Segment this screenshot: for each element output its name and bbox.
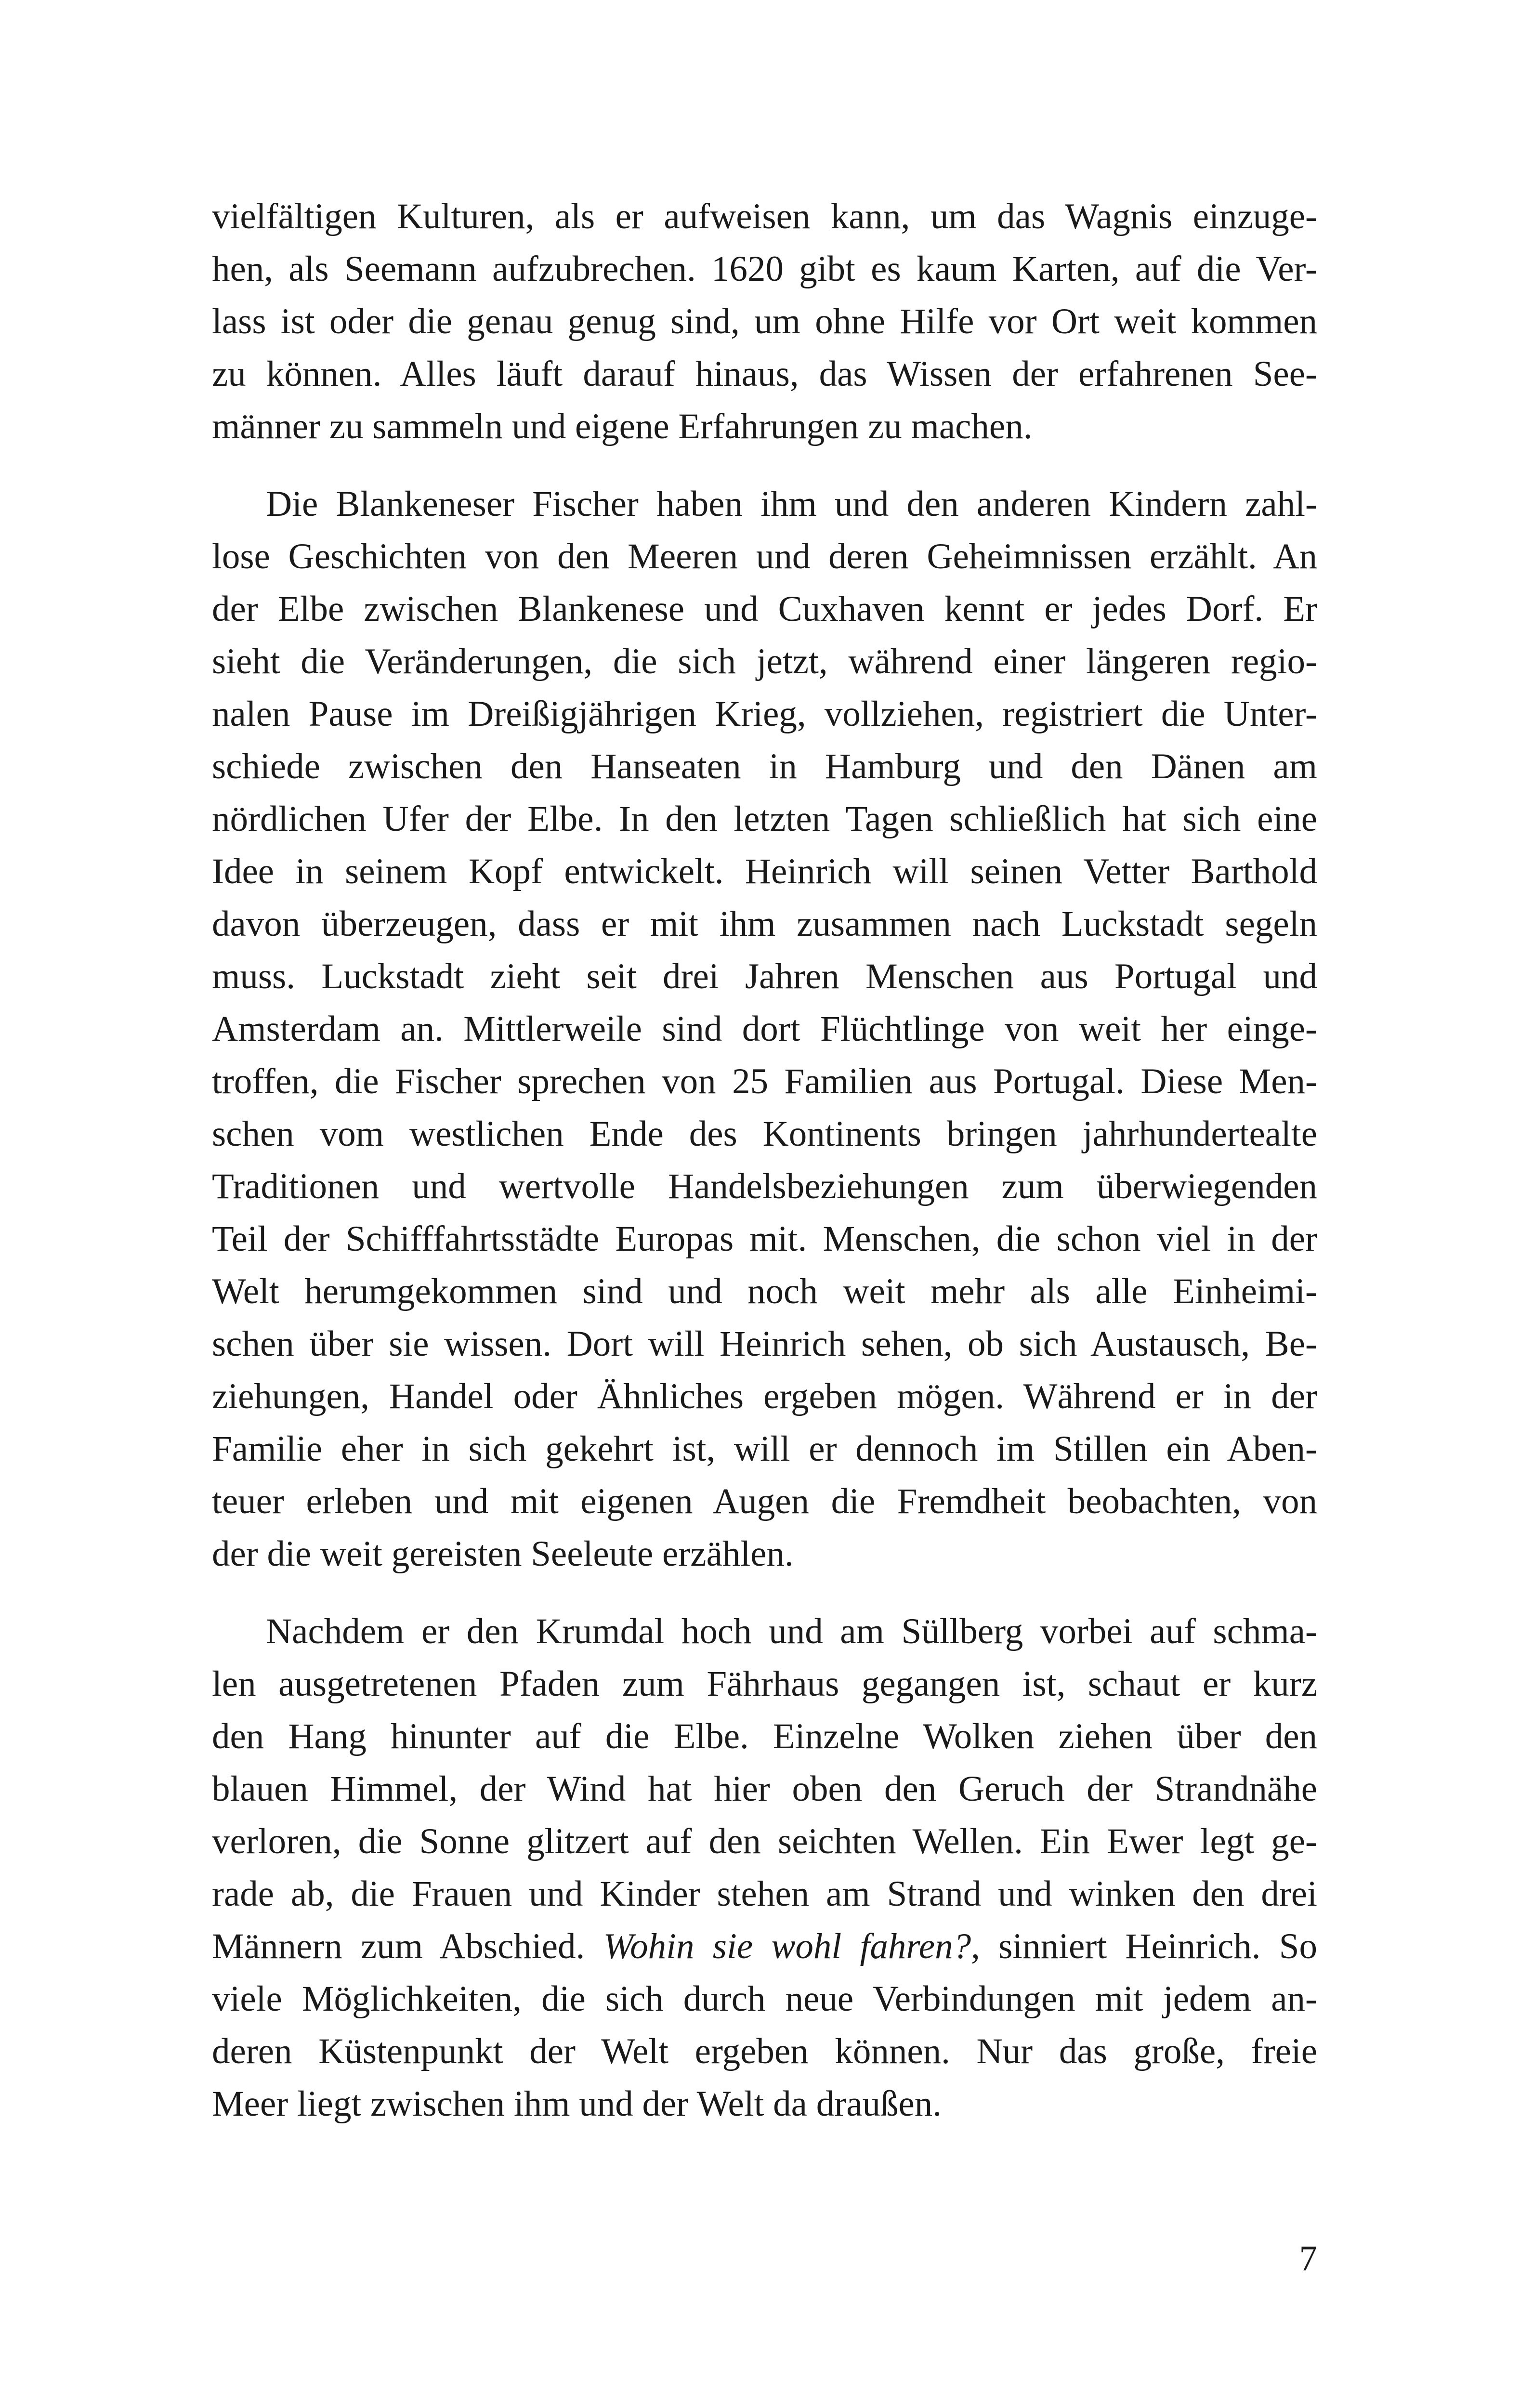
text-line: deren Küstenpunkt der Welt ergeben können. Nur das große, freie [212, 2031, 1317, 2071]
text-line: viele Möglichkeiten, die sich durch neue Verbindungen mit jedem an- [212, 1979, 1317, 2019]
text-line: muss. Luckstadt zieht seit drei Jahren Menschen aus Portugal und [212, 956, 1317, 996]
text-line: blauen Himmel, der Wind hat hier oben den Geruch der Strandnähe [212, 1769, 1317, 1809]
text-line: sieht die Veränderungen, die sich jetzt, während einer längeren regio- [212, 641, 1317, 681]
text-line: troffen, die Fischer sprechen von 25 Familien aus Portugal. Diese Men- [212, 1061, 1317, 1101]
text-line: verloren, die Sonne glitzert auf den seichten Wellen. Ein Ewer legt ge- [212, 1821, 1317, 1861]
text-line: hen, als Seemann aufzubrechen. 1620 gibt es kaum Karten, auf die Ver- [212, 249, 1317, 289]
paragraph-2 [212, 478, 1317, 1580]
text-line: schen über sie wissen. Dort will Heinrich sehen, ob sich Austausch, Be- [212, 1324, 1317, 1364]
text-line: ziehungen, Handel oder Ähnliches ergeben mögen. Während er in der [212, 1376, 1317, 1416]
text-line: davon überzeugen, dass er mit ihm zusammen nach Luckstadt segeln [212, 904, 1317, 944]
text-line: Amsterdam an. Mittlerweile sind dort Flüchtlinge von weit her einge- [212, 1009, 1317, 1049]
text-line: den Hang hinunter auf die Elbe. Einzelne Wolken ziehen über den [212, 1716, 1317, 1756]
text-line: vielfältigen Kulturen, als er aufweisen kann, um das Wagnis einzuge- [212, 196, 1317, 236]
text-line: lose Geschichten von den Meeren und deren Geheimnissen erzählt. An [212, 537, 1317, 576]
text-line: Welt herumgekommen sind und noch weit mehr als alle Einheimi- [212, 1271, 1317, 1311]
text-line: schen vom westlichen Ende des Kontinents bringen jahrhundertealte [212, 1114, 1317, 1154]
text-line: schiede zwischen den Hanseaten in Hamburg und den Dänen am [212, 746, 1317, 786]
paragraph-1 [212, 190, 1317, 453]
text-line: len ausgetretenen Pfaden zum Fährhaus gegangen ist, schaut er kurz [212, 1664, 1317, 1704]
text-line-with-italic [212, 1920, 1317, 1973]
text-line: Die Blankeneser Fischer haben ihm und den anderen Kindern zahl- [266, 484, 1317, 524]
text-line: teuer erleben und mit eigenen Augen die Fremdheit beobachten, von [212, 1481, 1317, 1521]
text-line: Traditionen und wertvolle Handelsbeziehungen zum überwiegenden [212, 1166, 1317, 1206]
text-line: männer zu sammeln und eigene Erfahrungen zu machen. [212, 406, 1033, 446]
paragraph-3 [212, 1605, 1317, 2130]
text-line: Familie eher in sich gekehrt ist, will er dennoch im Stillen ein Aben- [212, 1429, 1317, 1469]
text-line: Meer liegt zwischen ihm und der Welt da draußen. [212, 2084, 942, 2124]
text-segment: , sinniert Heinrich. So [971, 1926, 1317, 1966]
text-line: der die weit gereisten Seeleute erzählen. [212, 1534, 794, 1574]
text-line: nördlichen Ufer der Elbe. In den letzten Tagen schließlich hat sich eine [212, 799, 1317, 839]
text-line: der Elbe zwischen Blankenese und Cuxhaven kennt er jedes Dorf. Er [212, 589, 1317, 629]
text-line: nalen Pause im Dreißigjährigen Krieg, vollziehen, registriert die Unter- [212, 694, 1317, 734]
text-line: Nachdem er den Krumdal hoch und am Süllberg vorbei auf schma- [266, 1611, 1317, 1651]
text-line: Teil der Schifffahrtsstädte Europas mit. Menschen, die schon viel in der [212, 1219, 1317, 1259]
text-line: Idee in seinem Kopf entwickelt. Heinrich will seinen Vetter Barthold [212, 851, 1317, 891]
text-line: lass ist oder die genau genug sind, um ohne Hilfe vor Ort weit kommen [212, 301, 1317, 341]
text-line: zu können. Alles läuft darauf hinaus, das Wissen der erfahrenen See- [212, 354, 1317, 394]
italic-thought: Wohin sie wohl fahren? [603, 1926, 971, 1966]
text-segment: Männern zum Abschied. [212, 1926, 603, 1966]
page-number: 7 [1299, 2238, 1317, 2278]
text-line: rade ab, die Frauen und Kinder stehen am Strand und winken den drei [212, 1874, 1317, 1914]
book-page-text [212, 190, 1317, 2130]
